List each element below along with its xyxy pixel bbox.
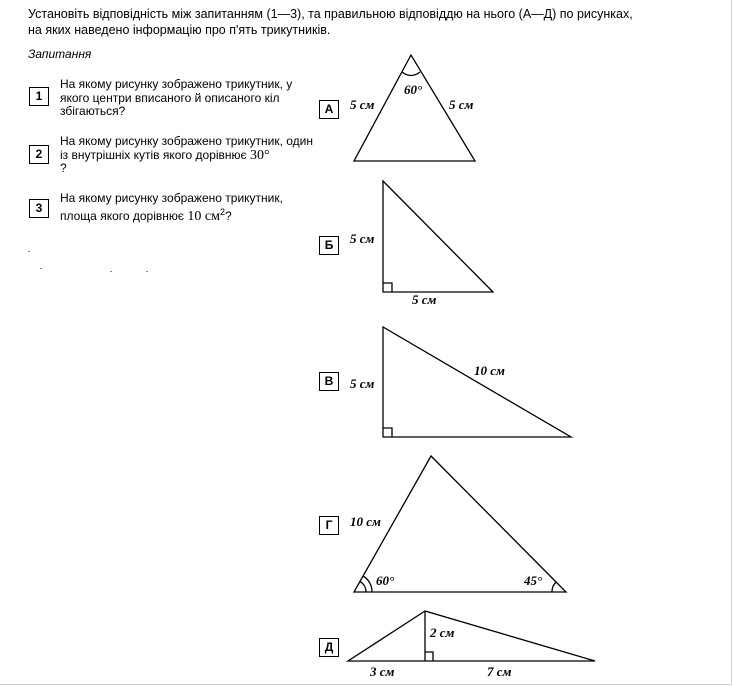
question-2-question-mark: ? bbox=[60, 161, 67, 175]
instructions-line-1: Установіть відповідність між запитанням (1—3), та правильною відповіддю на нього (А—Д) по рисунках, bbox=[28, 7, 633, 21]
question-2-text: На якому рисунку зображено трикутник, один із внутрішніх кутів якого дорівнює bbox=[60, 134, 314, 162]
question-number-1: 1 bbox=[29, 87, 49, 106]
triangle-v-leg-vertical: 5 см bbox=[350, 376, 375, 391]
instructions-line-2: на яких наведено інформацію про п'ять трикутників. bbox=[28, 23, 331, 37]
triangle-g-side-left: 10 см bbox=[350, 514, 381, 529]
triangle-g-angle-arc-right bbox=[552, 582, 556, 592]
triangle-d-height-label: 2 см bbox=[430, 625, 455, 640]
triangle-b bbox=[383, 181, 493, 292]
triangle-a-angle-arc bbox=[402, 72, 420, 76]
answer-label-a: А bbox=[319, 100, 339, 119]
answer-label-d: Д bbox=[319, 638, 339, 657]
questions-heading: Запитання bbox=[28, 47, 92, 61]
triangle-g-angle-right: 45° bbox=[524, 573, 543, 588]
triangle-g-angle-arc-left-2 bbox=[363, 576, 372, 592]
triangle-a-angle-top: 60° bbox=[404, 82, 423, 97]
triangle-g bbox=[354, 456, 566, 592]
triangle-v-hypotenuse: 10 см bbox=[474, 363, 505, 378]
question-3-text: На якому рисунку зображено трикутник, площа якого дорівнює bbox=[60, 191, 283, 223]
triangle-v bbox=[383, 327, 571, 437]
triangle-d bbox=[348, 611, 595, 661]
triangle-a-side-right: 5 см bbox=[449, 97, 474, 112]
answer-label-b: Б bbox=[319, 236, 339, 255]
question-3-question-mark: ? bbox=[224, 208, 232, 223]
triangle-b-leg-vertical: 5 см bbox=[350, 231, 375, 246]
triangle-a-side-left: 5 см bbox=[350, 97, 375, 112]
question-2-angle-value: 30° bbox=[250, 147, 270, 163]
question-number-2: 2 bbox=[29, 145, 49, 164]
question-3-superscript: 2 bbox=[219, 206, 225, 217]
triangle-g-angle-left: 60° bbox=[376, 573, 395, 588]
triangle-b-leg-horizontal: 5 см bbox=[412, 292, 437, 307]
triangle-d-base-right: 7 см bbox=[487, 664, 512, 679]
question-number-3: 3 bbox=[29, 199, 49, 218]
triangle-b-right-angle-mark bbox=[383, 283, 392, 292]
answer-label-g: Г bbox=[319, 516, 339, 535]
triangle-v-right-angle-mark bbox=[383, 428, 392, 437]
triangle-d-right-angle-mark bbox=[425, 652, 433, 661]
question-text-1: На якому рисунку зображено трикутник, у якого центри вписаного й описаного кіл збігаються? bbox=[60, 77, 293, 118]
answer-label-v: В bbox=[319, 372, 339, 391]
question-3-area-value: 10 см bbox=[187, 208, 220, 224]
triangle-d-base-left: 3 см bbox=[370, 664, 395, 679]
triangle-g-angle-arc-left-1 bbox=[360, 582, 366, 593]
